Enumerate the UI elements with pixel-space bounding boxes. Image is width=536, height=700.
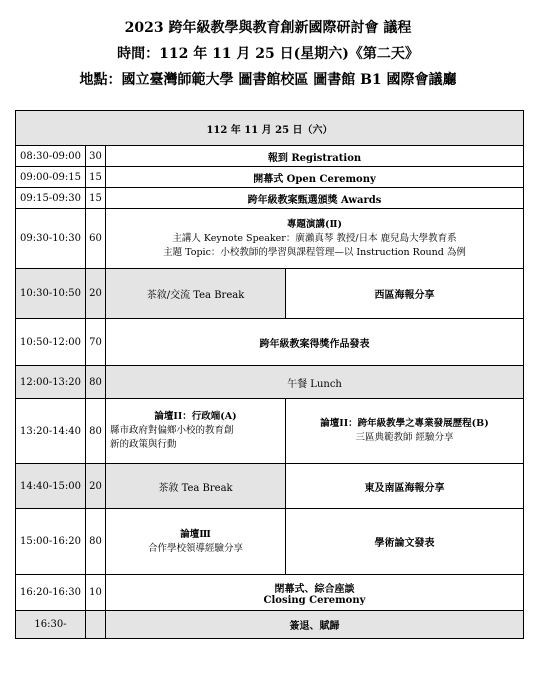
minutes-cell: 15 [86, 167, 106, 188]
minutes-cell: 60 [86, 209, 106, 269]
closing-cell [106, 575, 524, 611]
forum-iii-title: 論壇Ⅲ [180, 528, 211, 540]
closing-line2: Closing Ceremony [263, 594, 366, 606]
lunch-cell: 午餐 Lunch [106, 366, 524, 399]
minutes-cell: 80 [86, 509, 106, 575]
forum-a-body-line2: 新的政策與行動 [110, 439, 177, 450]
forum-iii-cell [106, 509, 286, 575]
forum-iii-body: 合作學校領導經驗分享 [147, 542, 243, 554]
time-cell: 13:20-14:40 [16, 399, 86, 464]
table-row [16, 319, 524, 366]
time-cell: 16:30- [16, 611, 86, 639]
tea-break-cell: 茶敘/交流 Tea Break [106, 269, 286, 319]
forum-b-cell [286, 399, 524, 464]
minutes-cell: 30 [86, 146, 106, 167]
table-row [16, 611, 524, 639]
time-cell: 14:40-15:00 [16, 464, 86, 509]
activity-cell: 開幕式 Open Ceremony [106, 167, 524, 188]
forum-a-cell [106, 399, 286, 464]
schedule-table [15, 110, 524, 639]
table-row [16, 146, 524, 167]
event-time: 時間：112 年 11 月 25 日(星期六)《第二天》 [117, 46, 419, 62]
keynote-speaker: 主講人 Keynote Speaker：廣瀨真琴 教授/日本 鹿兒島大學教育系 [172, 232, 457, 244]
poster-cell: 西區海報分享 [286, 269, 524, 319]
time-cell: 08:30-09:00 [16, 146, 86, 167]
time-cell: 16:20-16:30 [16, 575, 86, 611]
time-cell: 10:30-10:50 [16, 269, 86, 319]
keynote-title: 專題演講(Ⅱ) [287, 218, 342, 230]
keynote-topic: 主題 Topic：小校教師的學習與課程管理—以 Instruction Round 為例 [163, 246, 466, 258]
minutes-cell: 15 [86, 188, 106, 209]
activity-cell: 報到 Registration [106, 146, 524, 167]
minutes-cell: 70 [86, 319, 106, 366]
table-row [16, 269, 524, 319]
forum-a-body-line1: 縣市政府對偏鄉小校的教育創 [110, 425, 234, 436]
table-row [16, 209, 524, 269]
activity-cell: 跨年級教案甄選頒獎 Awards [106, 188, 524, 209]
time-cell: 09:30-10:30 [16, 209, 86, 269]
forum-a-title: 論壇II：行政端(A) [154, 411, 237, 422]
forum-b-body: 三區典範教師 經驗分享 [355, 432, 454, 443]
time-cell: 12:00-13:20 [16, 366, 86, 399]
table-row [16, 464, 524, 509]
poster-cell: 東及南區海報分享 [286, 464, 524, 509]
table-row [16, 366, 524, 399]
time-cell: 10:50-12:00 [16, 319, 86, 366]
minutes-cell: 80 [86, 366, 106, 399]
minutes-cell: 20 [86, 464, 106, 509]
table-row [16, 188, 524, 209]
minutes-cell: 80 [86, 399, 106, 464]
table-row [16, 575, 524, 611]
event-location: 地點：國立臺灣師範大學 圖書館校區 圖書館 B1 國際會議廳 [79, 72, 457, 88]
keynote-cell [106, 209, 524, 269]
activity-cell: 跨年級教案得獎作品發表 [106, 319, 524, 366]
table-row [16, 399, 524, 464]
date-header: 112 年 11 月 25 日（六） [16, 111, 524, 146]
title: 2023 跨年級教學與教育創新國際研討會 議程 [124, 20, 412, 36]
table-row [16, 167, 524, 188]
time-cell: 09:00-09:15 [16, 167, 86, 188]
time-cell: 09:15-09:30 [16, 188, 86, 209]
paper-cell: 學術論文發表 [286, 509, 524, 575]
table-row [16, 509, 524, 575]
closing-line1: 閉幕式、綜合座談 [274, 583, 355, 595]
minutes-cell: 20 [86, 269, 106, 319]
tea-break-cell: 茶敘 Tea Break [106, 464, 286, 509]
minutes-cell: 10 [86, 575, 106, 611]
time-cell: 15:00-16:20 [16, 509, 86, 575]
activity-cell: 簽退、賦歸 [106, 611, 524, 639]
date-row [16, 111, 524, 146]
minutes-cell [86, 611, 106, 639]
forum-b-title: 論壇II：跨年級教學之專業發展歷程(B) [320, 418, 489, 429]
